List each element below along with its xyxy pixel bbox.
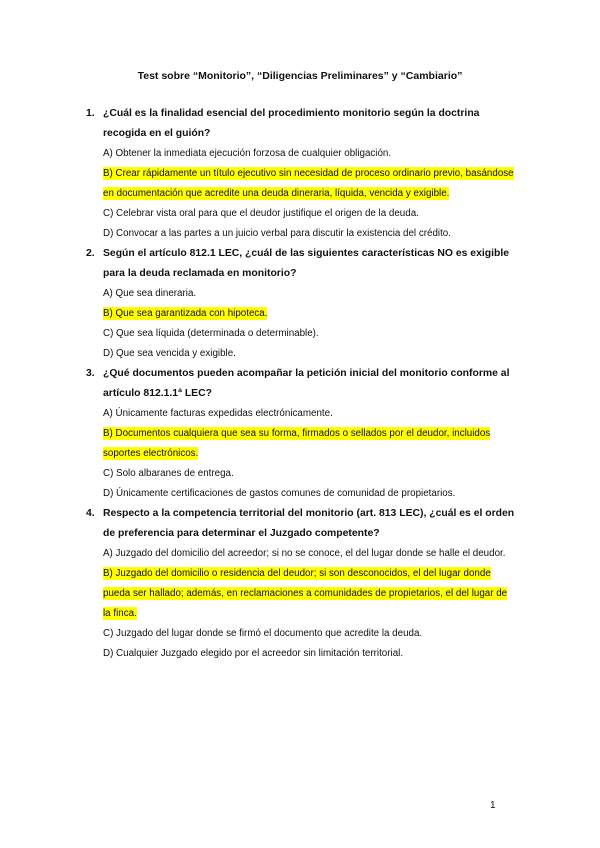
question-list <box>86 104 516 664</box>
option-b-correct: B) Que sea garantizada con hipoteca. <box>103 308 268 319</box>
option-a: A) Juzgado del domicilio del acreedor; si no se conoce, el del lugar donde se halle el deudor. <box>103 548 506 559</box>
question-4 <box>86 504 516 664</box>
option-d: D) Que sea vencida y exigible. <box>103 348 236 359</box>
option-b-correct: B) Crear rápidamente un título ejecutivo sin necesidad de proceso ordinario previo, basándose en documentación que acredite una deuda dineraria, líquida, vencida y exigible. <box>103 168 514 199</box>
question-number: 1. <box>86 108 95 119</box>
option-c: C) Solo albaranes de entrega. <box>103 468 234 479</box>
question-text: Respecto a la competencia territorial del monitorio (art. 813 LEC), ¿cuál es el orden de preferencia para determinar el Juzgado competente? <box>103 508 515 539</box>
question-1 <box>86 104 516 244</box>
option-a: A) Únicamente facturas expedidas electrónicamente. <box>103 408 333 419</box>
option-d: D) Convocar a las partes a un juicio verbal para discutir la existencia del crédito. <box>103 228 451 239</box>
question-text: Según el artículo 812.1 LEC, ¿cuál de las siguientes características NO es exigible para la deuda reclamada en monitorio? <box>103 248 509 279</box>
question-3 <box>86 364 516 504</box>
option-c: C) Que sea líquida (determinada o determinable). <box>103 328 319 339</box>
option-b-correct: B) Documentos cualquiera que sea su forma, firmados o sellados por el deudor, incluidos soportes electrónicos. <box>103 428 491 459</box>
page-number: 1 <box>490 800 496 811</box>
question-number: 4. <box>86 508 95 519</box>
question-number: 2. <box>86 248 95 259</box>
question-number: 3. <box>86 368 95 379</box>
option-c: C) Celebrar vista oral para que el deudor justifique el origen de la deuda. <box>103 208 419 219</box>
option-a: A) Obtener la inmediata ejecución forzosa de cualquier obligación. <box>103 148 392 159</box>
question-text: ¿Qué documentos pueden acompañar la petición inicial del monitorio conforme al artículo 812.1.1ª LEC? <box>103 368 510 399</box>
option-b-correct: B) Juzgado del domicilio o residencia del deudor; si son desconocidos, el del lugar donde pueda ser hallado; además, en reclamaciones a comunidades de propietarios, el del lugar de la finca. <box>103 568 508 619</box>
question-2 <box>86 244 516 364</box>
option-c: C) Juzgado del lugar donde se firmó el documento que acredite la deuda. <box>103 628 423 639</box>
document-title: Test sobre “Monitorio”, “Diligencias Preliminares” y “Cambiario” <box>137 70 463 82</box>
question-text: ¿Cuál es la finalidad esencial del procedimiento monitorio según la doctrina recogida en el guión? <box>103 108 480 139</box>
option-a: A) Que sea dineraria. <box>103 288 197 299</box>
option-d: D) Cualquier Juzgado elegido por el acreedor sin limitación territorial. <box>103 648 404 659</box>
option-d: D) Únicamente certificaciones de gastos comunes de comunidad de propietarios. <box>103 488 456 499</box>
